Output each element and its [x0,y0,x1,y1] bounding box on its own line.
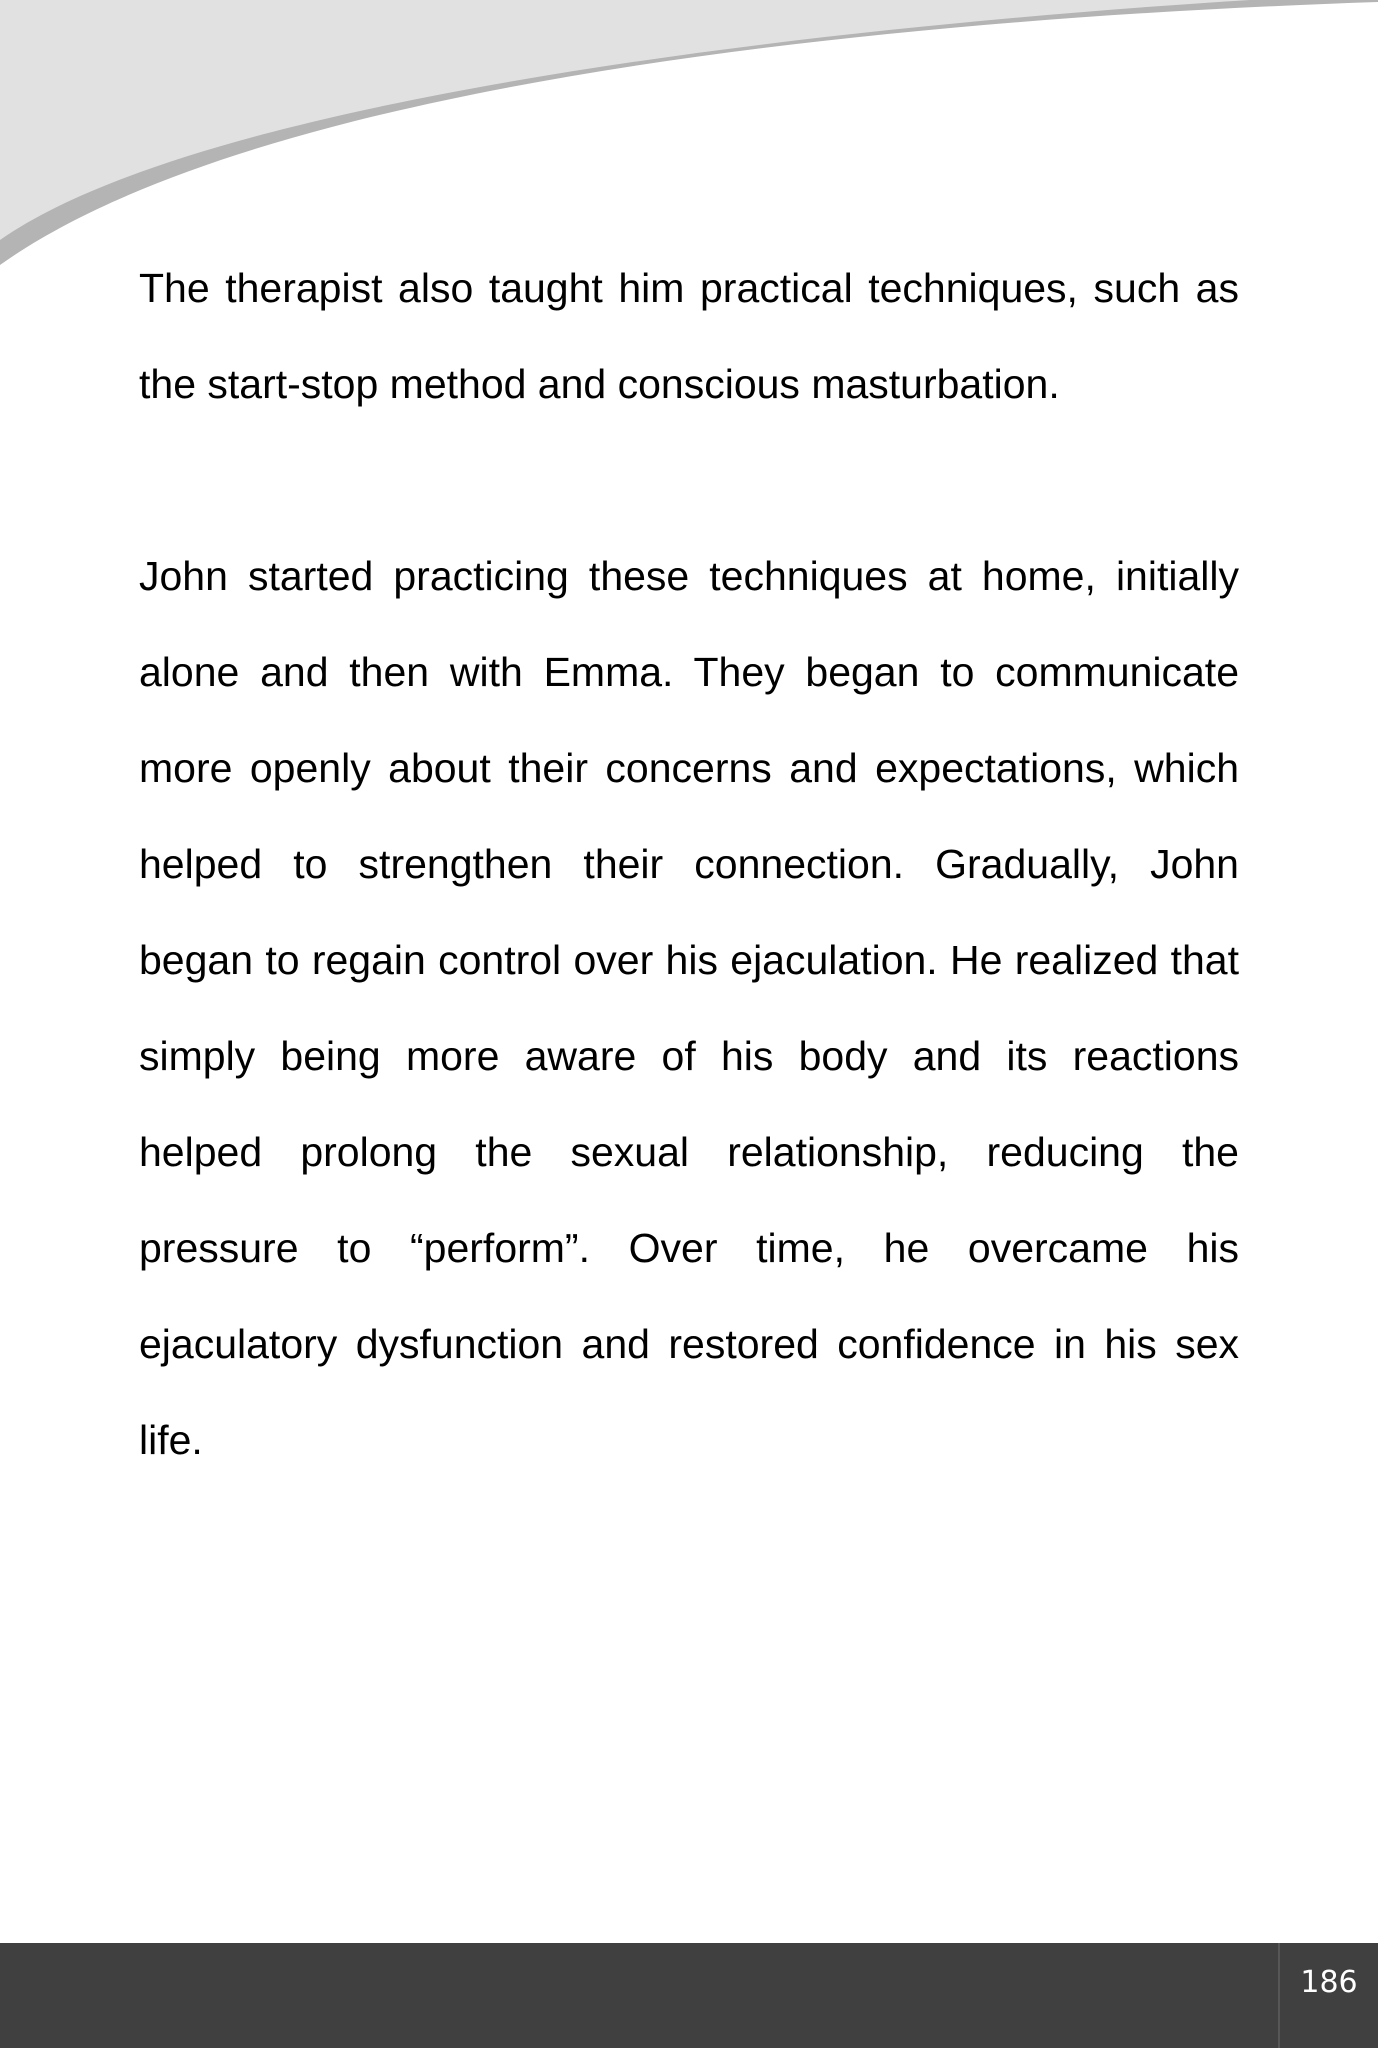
paragraph-techniques: The therapist also taught him practical techniques, such as the start-stop method and conscious masturbation. [139,265,1239,407]
paragraph-progress: John started practicing these techniques at home, initially alone and then with Emma. They began to communicate more openly about their concerns and expectations, which helped to strengthen their connection. Gradually, John began to regain control over his ejaculation. He realized that simply being more aware of his body and its reactions helped prolong the sexual relationship, reducing the pressure to “perform”. Over time, he overcame his ejaculatory dysfunction and restored confidence in his sex life. [139,553,1239,1463]
page-number: 186 [1300,1965,1358,2000]
footer-bar [0,1943,1378,2048]
page-body [139,240,1239,1488]
